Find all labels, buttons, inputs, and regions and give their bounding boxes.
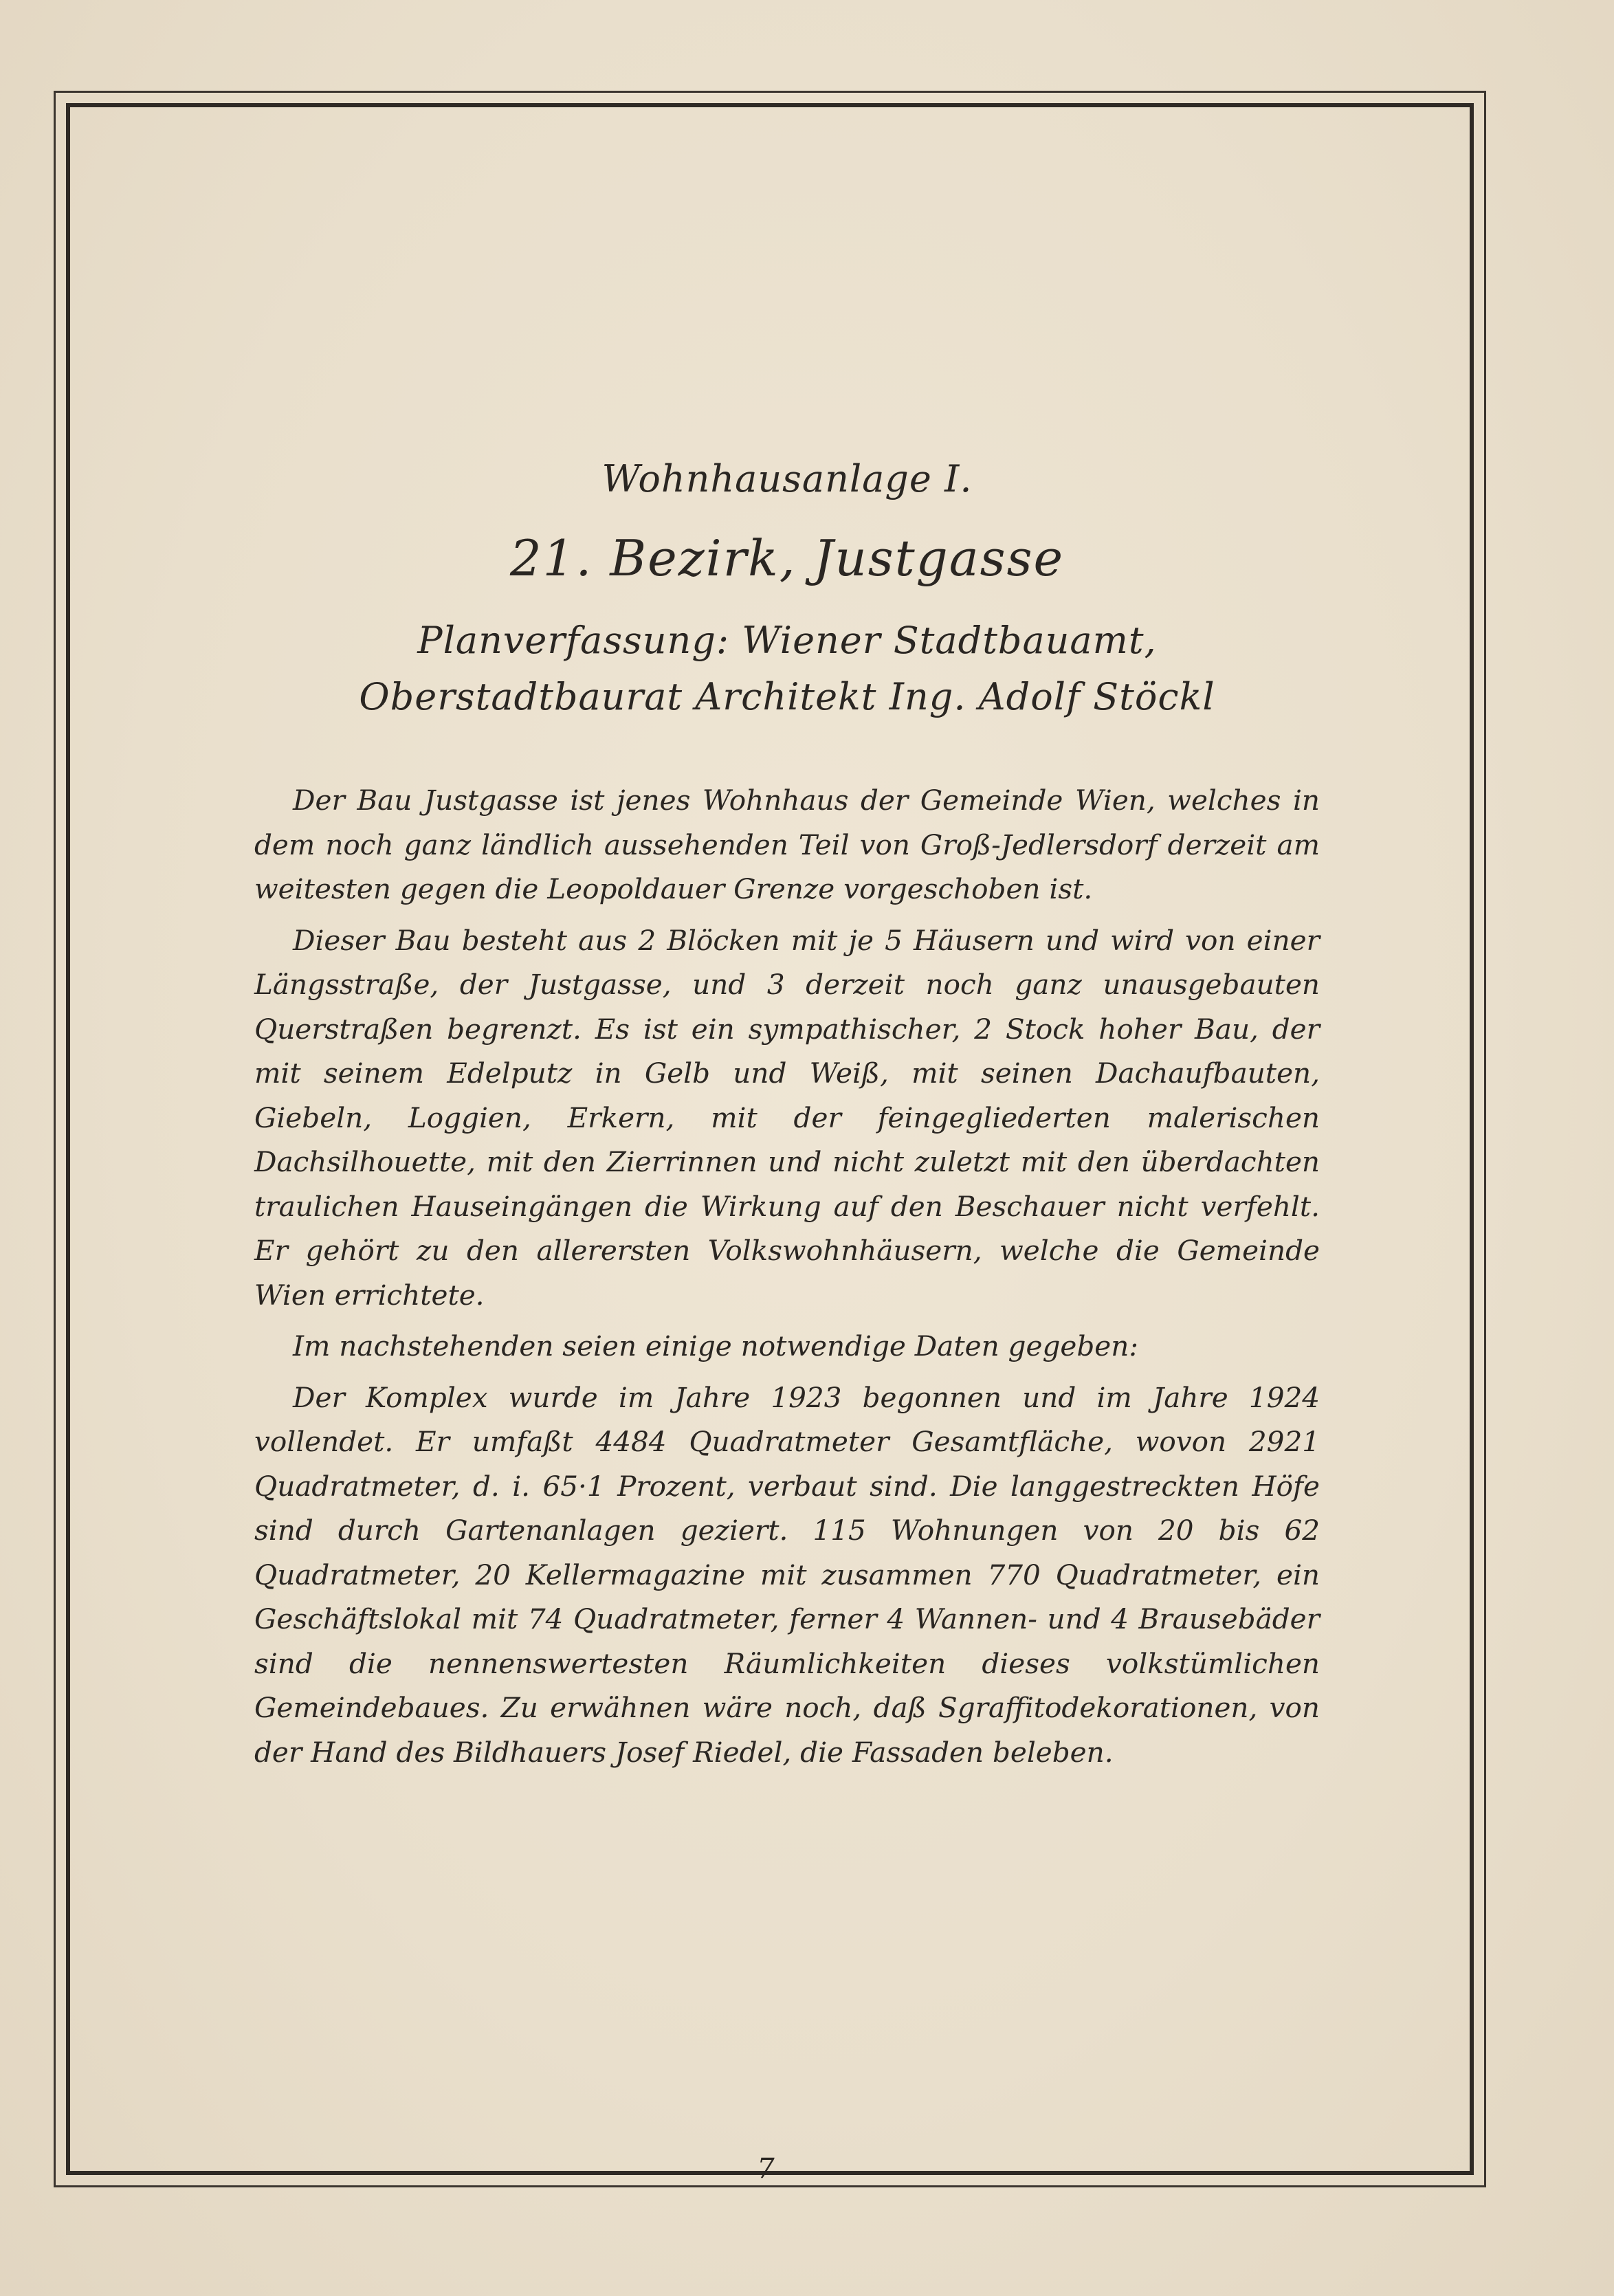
paragraph-3: Im nachstehenden seien einige notwendige Daten gegeben: <box>293 1329 1138 1362</box>
page-title: 21. Bezirk, Justgasse <box>509 529 1065 587</box>
credit-line-2: Oberstadtbaurat Architekt Ing. Adolf Stöckl <box>359 675 1215 718</box>
body-text <box>254 778 1320 1774</box>
section-subtitle: Wohnhausanlage I. <box>601 457 973 500</box>
page-number: 7 <box>757 2153 775 2185</box>
paragraph-1: Der Bau Justgasse ist jenes Wohnhaus der Gemeinde Wien, welches in dem noch ganz ländlich aussehenden Teil von Groß-Jedlersdorf derzeit am weitesten gegen die Leopoldauer Grenze vorgeschoben ist. <box>254 784 1320 905</box>
credit-line-1: Planverfassung: Wiener Stadtbauamt, <box>417 619 1157 662</box>
paragraph-4: Der Komplex wurde im Jahre 1923 begonnen und im Jahre 1924 vollendet. Er umfaßt 4484 Quadratmeter Gesamtfläche, wovon 2921 Quadratmeter, d. i. 65·1 Prozent, verbaut sind. Die langgestreckten Höfe sind durch Gartenanlagen geziert. 115 Wohnungen von 20 bis 62 Quadratmeter, 20 Kellermagazine mit zusammen 770 Quadratmeter, ein Geschäftslokal mit 74 Quadratmeter, ferner 4 Wannen- und 4 Brausebäder sind die nennenswertesten Räumlichkeiten dieses volkstümlichen Gemeindebaues. Zu erwähnen wäre noch, daß Sgraffitodekorationen, von der Hand des Bildhauers Josef Riedel, die Fassaden beleben. <box>254 1380 1320 1769</box>
paragraph-2: Dieser Bau besteht aus 2 Blöcken mit je 5 Häusern und wird von einer Längsstraße, der Justgasse, und 3 derzeit noch ganz unausgebauten Querstraßen begrenzt. Es ist ein sympathischer, 2 Stock hoher Bau, der mit seinem Edelputz in Gelb und Weiß, mit seinen Dachaufbauten, Giebeln, Loggien, Erkern, mit der feingegliederten malerischen Dachsilhouette, mit den Zierrinnen und nicht zuletzt mit den überdachten traulichen Hauseingängen die Wirkung auf den Beschauer nicht verfehlt. Er gehört zu den allerersten Volkswohnhäusern, welche die Gemeinde Wien errichtete. <box>254 923 1320 1312</box>
